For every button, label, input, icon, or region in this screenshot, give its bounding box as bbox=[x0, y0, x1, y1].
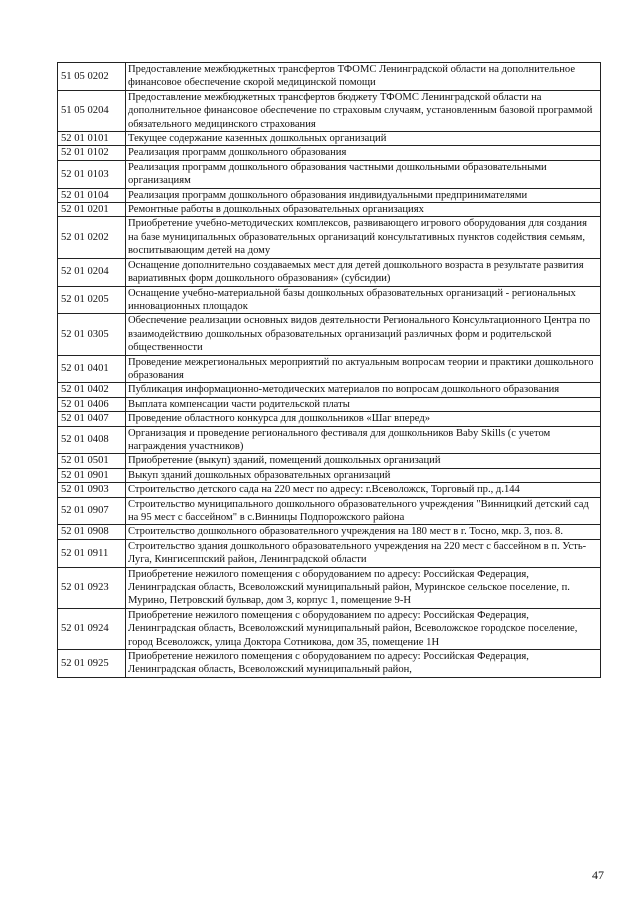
table-row bbox=[58, 314, 601, 355]
table-row bbox=[58, 483, 601, 497]
row-description: Проведение межрегиональных мероприятий по актуальным вопросам теории и практики дошкольного образования bbox=[126, 355, 601, 383]
row-description: Приобретение (выкуп) зданий, помещений дошкольных организаций bbox=[126, 454, 601, 468]
row-description: Текущее содержание казенных дошкольных организаций bbox=[126, 132, 601, 146]
page-number: 47 bbox=[592, 868, 604, 882]
row-description: Оснащение учебно-материальной базы дошкольных образовательных организаций - региональных инновационных площадок bbox=[126, 286, 601, 314]
row-code: 52 01 0911 bbox=[58, 539, 126, 567]
row-description: Ремонтные работы в дошкольных образовательных организациях bbox=[126, 203, 601, 217]
row-description: Организация и проведение регионального фестиваля для дошкольников Baby Skills (с учетом награждения участников) bbox=[126, 426, 601, 454]
table-row bbox=[58, 397, 601, 411]
table-row bbox=[58, 90, 601, 131]
table-row bbox=[58, 454, 601, 468]
row-code: 52 01 0204 bbox=[58, 258, 126, 286]
row-code: 52 01 0925 bbox=[58, 650, 126, 678]
row-description: Приобретение нежилого помещения с оборудованием по адресу: Российская Федерация, Ленинградская область, Всеволожский муниципальный район, Муринское сельское поселение, п. Мурино, Петровский бульвар, дом 3, корпус 1, помещение 9-Н bbox=[126, 567, 601, 608]
row-code: 52 01 0201 bbox=[58, 203, 126, 217]
table-row bbox=[58, 355, 601, 383]
row-code: 52 01 0907 bbox=[58, 497, 126, 525]
row-code: 52 01 0202 bbox=[58, 217, 126, 258]
row-description: Публикация информационно-методических материалов по вопросам дошкольного образования bbox=[126, 383, 601, 397]
row-code: 52 01 0102 bbox=[58, 146, 126, 160]
row-description: Обеспечение реализации основных видов деятельности Регионального Консультационного Центра по взаимодействию дошкольных образовательных организаций различных форм и родительской общественности bbox=[126, 314, 601, 355]
row-code: 51 05 0202 bbox=[58, 63, 126, 91]
row-code: 52 01 0901 bbox=[58, 468, 126, 482]
row-code: 52 01 0908 bbox=[58, 525, 126, 539]
table-row bbox=[58, 412, 601, 426]
row-code: 52 01 0924 bbox=[58, 608, 126, 649]
row-description: Приобретение учебно-методических комплексов, развивающего игрового оборудования для создания на базе муниципальных образовательных организаций консультативных пунктов содействия семьям, воспитывающим детей на дому bbox=[126, 217, 601, 258]
table-row bbox=[58, 146, 601, 160]
row-code: 52 01 0501 bbox=[58, 454, 126, 468]
row-description: Предоставление межбюджетных трансфертов ТФОМС Ленинградской области на дополнительное финансовое обеспечение скорой медицинской помощи bbox=[126, 63, 601, 91]
table-row bbox=[58, 160, 601, 188]
row-description: Оснащение дополнительно создаваемых мест для детей дошкольного возраста в результате развития вариативных форм дошкольного образования» (субсидии) bbox=[126, 258, 601, 286]
table-row bbox=[58, 217, 601, 258]
row-description: Выплата компенсации части родительской платы bbox=[126, 397, 601, 411]
table-row bbox=[58, 188, 601, 202]
row-code: 52 01 0305 bbox=[58, 314, 126, 355]
row-description: Строительство муниципального дошкольного образовательного учреждения "Винницкий детский сад на 95 мест с бассейном" в с.Винницы Подпорожского района bbox=[126, 497, 601, 525]
row-description: Предоставление межбюджетных трансфертов бюджету ТФОМС Ленинградской области на дополнительное финансовое обеспечение по страховым случаям, установленным базовой программой обязательного медицинского страхования bbox=[126, 90, 601, 131]
table-row bbox=[58, 286, 601, 314]
row-code: 52 01 0103 bbox=[58, 160, 126, 188]
row-description: Выкуп зданий дошкольных образовательных организаций bbox=[126, 468, 601, 482]
table-row bbox=[58, 63, 601, 91]
table-row bbox=[58, 258, 601, 286]
row-description: Реализация программ дошкольного образования индивидуальными предпринимателями bbox=[126, 188, 601, 202]
table-row bbox=[58, 132, 601, 146]
table-row bbox=[58, 468, 601, 482]
row-code: 52 01 0101 bbox=[58, 132, 126, 146]
table-row bbox=[58, 497, 601, 525]
row-code: 52 01 0923 bbox=[58, 567, 126, 608]
table-row bbox=[58, 650, 601, 678]
table-row bbox=[58, 383, 601, 397]
row-description: Строительство детского сада на 220 мест по адресу: г.Всеволожск, Торговый пр., д.144 bbox=[126, 483, 601, 497]
row-code: 52 01 0407 bbox=[58, 412, 126, 426]
row-description: Приобретение нежилого помещения с оборудованием по адресу: Российская Федерация, Ленинградская область, Всеволожский муниципальный район, bbox=[126, 650, 601, 678]
row-description: Реализация программ дошкольного образования частными дошкольными образовательными организациям bbox=[126, 160, 601, 188]
table-row bbox=[58, 567, 601, 608]
row-description: Реализация программ дошкольного образования bbox=[126, 146, 601, 160]
table-row bbox=[58, 608, 601, 649]
table-row bbox=[58, 426, 601, 454]
row-code: 52 01 0408 bbox=[58, 426, 126, 454]
budget-codes-table bbox=[57, 62, 601, 678]
row-code: 52 01 0401 bbox=[58, 355, 126, 383]
row-code: 52 01 0402 bbox=[58, 383, 126, 397]
row-description: Приобретение нежилого помещения с оборудованием по адресу: Российская Федерация, Ленинградская область, Всеволожский муниципальный район, Всеволожское городское поселение, город Всеволожск, улица Доктора Сотникова, дом 35, помещение 1Н bbox=[126, 608, 601, 649]
row-description: Проведение областного конкурса для дошкольников «Шаг вперед» bbox=[126, 412, 601, 426]
row-code: 52 01 0205 bbox=[58, 286, 126, 314]
table-row bbox=[58, 525, 601, 539]
table-row bbox=[58, 539, 601, 567]
row-description: Строительство дошкольного образовательного учреждения на 180 мест в г. Тосно, мкр. 3, поз. 8. bbox=[126, 525, 601, 539]
row-code: 52 01 0903 bbox=[58, 483, 126, 497]
table-body bbox=[58, 63, 601, 678]
row-code: 52 01 0406 bbox=[58, 397, 126, 411]
row-code: 52 01 0104 bbox=[58, 188, 126, 202]
table-row bbox=[58, 203, 601, 217]
row-code: 51 05 0204 bbox=[58, 90, 126, 131]
row-description: Строительство здания дошкольного образовательного учреждения на 220 мест с бассейном в п. Усть-Луга, Кингисеппский район, Ленинградской области bbox=[126, 539, 601, 567]
